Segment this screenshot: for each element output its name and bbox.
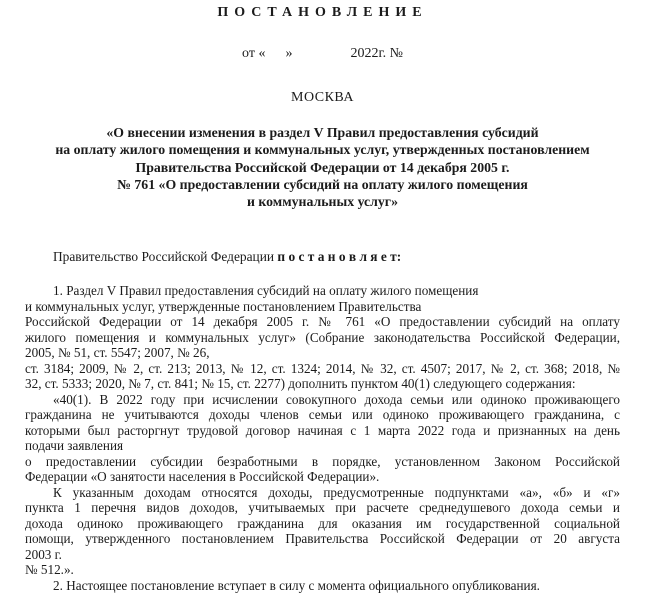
enacting-emphasis-text: п о с т а н о в л я е т:: [277, 249, 402, 265]
text-line: 1. Раздел V Правил предоставления субсидий на оплату жилого помещения: [53, 283, 479, 299]
text-line: 2. Настоящее постановление вступает в силу с момента официального опубликования.: [53, 577, 540, 593]
subject-line: на оплату жилого помещения и коммунальных услуг, утвержденных постановлением: [55, 142, 590, 158]
text-line: дохода одиноко проживающего гражданина для оказания им государственной социальной: [25, 515, 620, 531]
text-line: 2003 г.: [25, 546, 62, 562]
city-label: МОСКВА: [291, 90, 354, 105]
text-line: жилого помещения и коммунальных услуг» (Собрание законодательства Российской Федерации,: [25, 329, 620, 345]
doc-title: ПОСТАНОВЛЕНИЕ: [217, 5, 428, 20]
text-line: ст. 3184; 2009, № 2, ст. 213; 2013, № 12, ст. 1324; 2014, № 32, ст. 4507; 2017, № 2, ст. 368; 2018, №: [25, 360, 620, 376]
subject-line: № 761 «О предоставлении субсидий на оплату жилого помещения: [117, 176, 528, 192]
date-year-number-label: 2022г. №: [350, 46, 403, 61]
text-line: 32, ст. 5333; 2020, № 7, ст. 841; № 15, ст. 2277) дополнить пунктом 40(1) следующего содержания:: [25, 376, 576, 392]
text-line: и коммунальных услуг, утвержденные постановлением Правительства: [25, 298, 422, 314]
document-body: [25, 283, 620, 593]
text-line: Федерации «О занятости населения в Российской Федерации».: [25, 469, 380, 485]
enacting-clause: [25, 249, 620, 265]
text-line: К указанным доходам относятся доходы, предусмотренные подпунктами «а», «б» и «г»: [53, 484, 620, 500]
date-line: [25, 46, 620, 62]
text-line: Российской Федерации от 14 декабря 2005 г. № 761 «О предоставлении субсидий на оплату: [25, 314, 620, 330]
text-line: № 512.».: [25, 562, 74, 578]
text-line: помощи, утвержденного постановлением Правительства Российской Федерации от 20 августа: [25, 531, 620, 547]
text-line: «40(1). В 2022 году при исчислении совокупного дохода семьи или одиноко проживающего: [53, 391, 620, 407]
date-from-label: от «: [242, 46, 266, 61]
subject-line: и коммунальных услуг»: [247, 194, 398, 210]
date-close-quote: »: [285, 46, 293, 61]
text-line: 2005, № 51, ст. 5547; 2007, № 26,: [25, 345, 210, 361]
subject-block: [25, 124, 620, 210]
text-line: которыми был расторгнут трудовой договор начиная с 1 марта 2022 года и признанных на день: [25, 422, 620, 438]
text-line: о предоставлении субсидии безработными в порядке, установленном Законом Российской: [25, 453, 620, 469]
text-line: подачи заявления: [25, 438, 124, 454]
enacting-normal-text: Правительство Российской Федерации: [53, 249, 278, 265]
text-line: пункта 1 перечня видов доходов, учитываемых при расчете среднедушевого дохода семьи и: [25, 500, 620, 516]
text-line: гражданина не учитываются доходы членов семьи или одиноко проживающего гражданина, с: [25, 407, 620, 423]
subject-line: Правительства Российской Федерации от 14 декабря 2005 г.: [135, 159, 510, 175]
subject-line: «О внесении изменения в раздел V Правил предоставления субсидий: [106, 125, 539, 140]
